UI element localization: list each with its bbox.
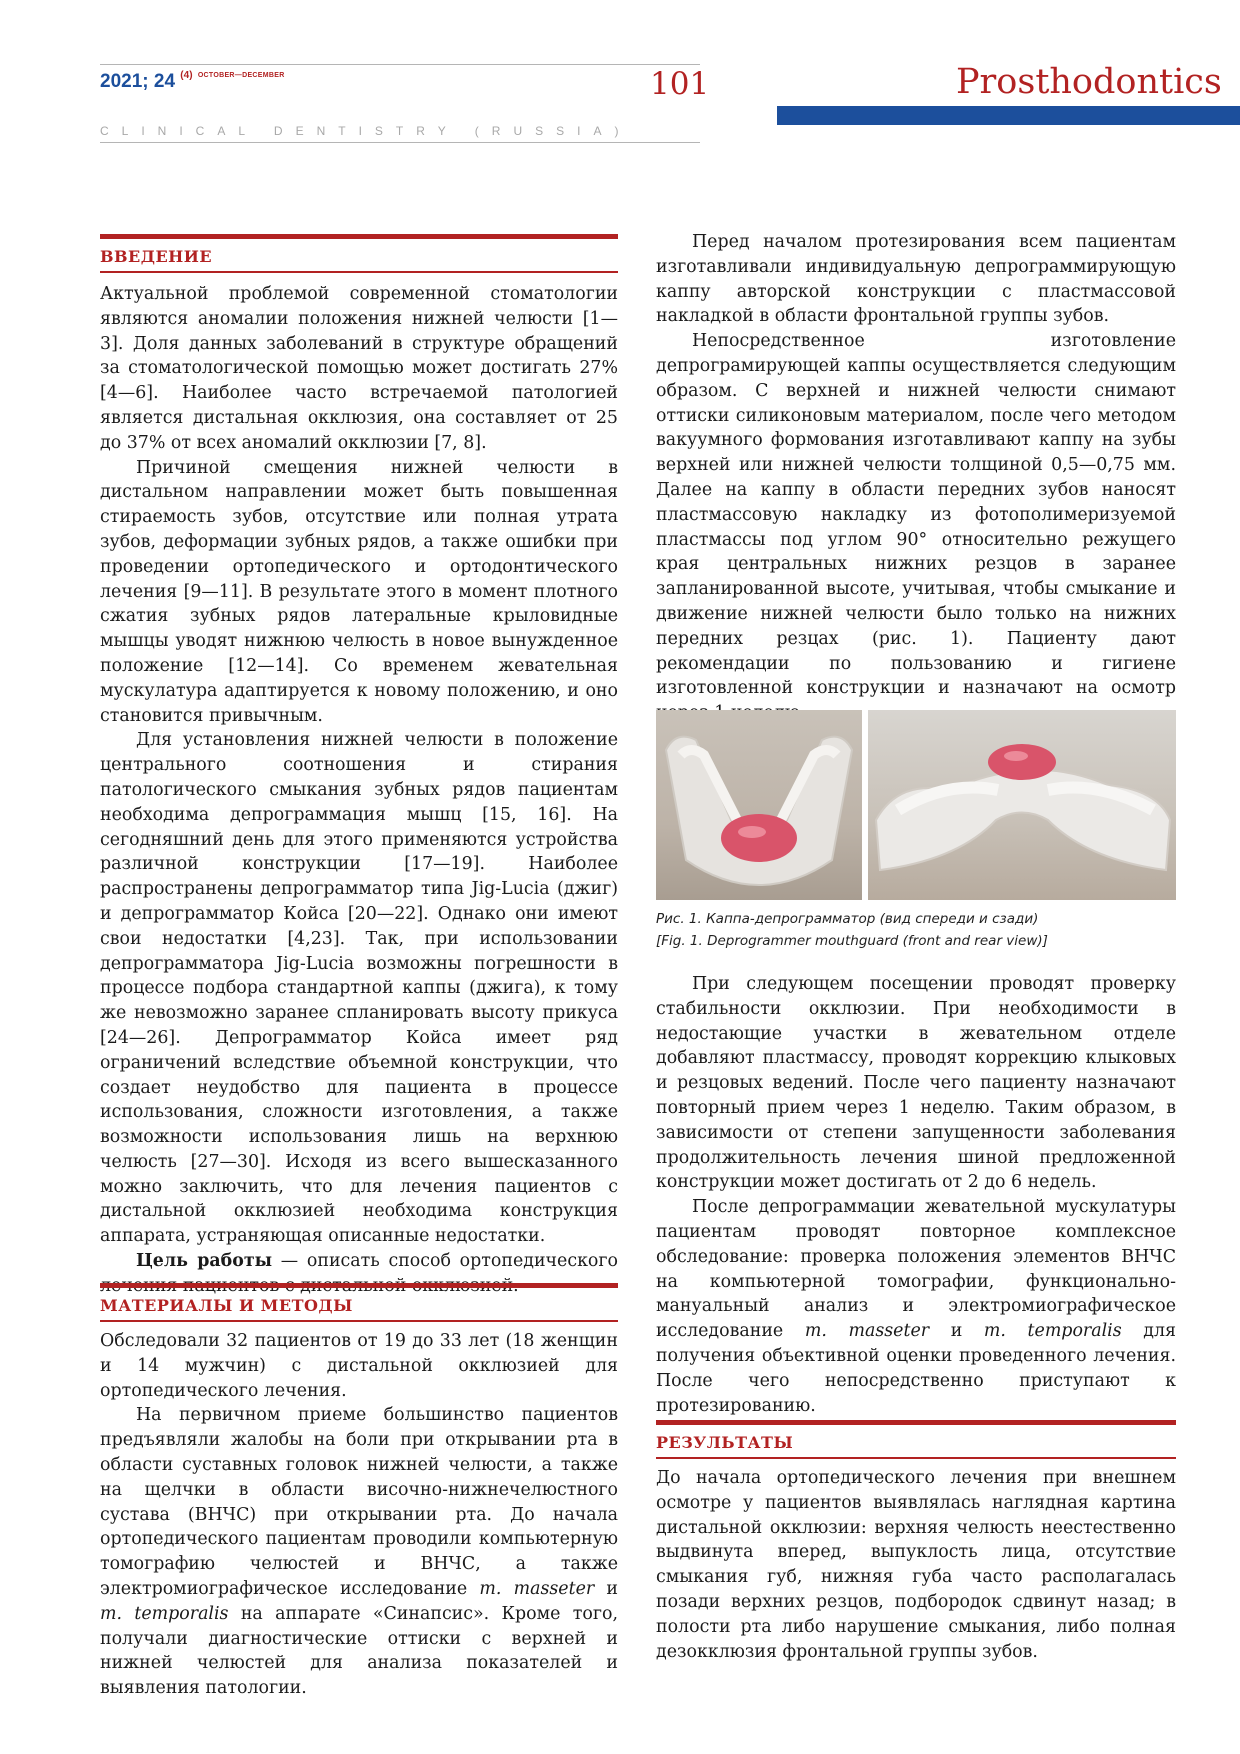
- header-top-rule: [100, 64, 700, 65]
- methods-text-b: на аппарате «Синапсис». Кроме того, получали диагностические оттиски с верхней и нижней челюстей для анализа показателей и выявления патологии.: [100, 1603, 618, 1699]
- issue-info: [100, 70, 285, 93]
- intro-paragraph-2: Причиной смещения нижней челюсти в дистальном направлении может быть повышенная стираемость зубов, отсутствие или полная утрата зубов, деформации зубных рядов, а также ошибки при проведении ортопедического и ортодонтического лечения [9—11]. В результате этого в момент плотного сжатия зубных рядов латеральные крыловидные мышцы уводят нижнюю челюсть в новое вынужденное положение [12—14]. Со временем жевательная мускулатура адаптируется к новому положению, и оно становится привычным.: [100, 457, 618, 726]
- heading-underline: [100, 1320, 618, 1322]
- heading-intro: [100, 234, 618, 274]
- heading-text: ВВЕДЕНИЕ: [100, 247, 213, 266]
- right-text-b: для получения объективной оценки проведенного лечения. После чего непосредственно приступают к протезированию.: [656, 1321, 1176, 1416]
- issue-sup: (4): [180, 70, 193, 81]
- heading-text: РЕЗУЛЬТАТЫ: [656, 1433, 794, 1452]
- page-number: 101: [650, 66, 710, 102]
- muscle-masseter: m. masseter: [804, 1321, 930, 1342]
- figure-1: [656, 710, 1176, 900]
- journal-name: CLINICAL DENTISTRY (RUSSIA): [100, 124, 632, 138]
- methods-paragraph-2: [100, 1403, 618, 1701]
- goal-label: Цель работы: [136, 1251, 273, 1272]
- conjunction: и: [594, 1578, 619, 1599]
- conjunction: и: [929, 1321, 984, 1342]
- right-paragraph-1: Перед началом протезирования всем пациентам изготавливали индивидуальную депрограммирующую каппу авторской конструкции с пластмассовой накладкой в области фронтальной группы зубов.: [656, 232, 1176, 327]
- figure-caption: [656, 908, 1176, 952]
- heading-bar: [100, 1283, 618, 1288]
- intro-paragraph-3: Для установления нижней челюсти в положение центрального соотношения и стирания патологического смыкания зубных рядов пациентам необходима депрограммация мышц [15, 16]. На сегодняшний день для этого применяются устройства различной конструкции [17—19]. Наиболее распространены депрограмматор типа Jig-Lucia (джиг) и депрограмматор Койса [20—22]. Однако они имеют свои недостатки [4,23]. Так, при использовании депрограмматора Jig-Lucia возможны погрешности в процессе подбора стандартной каппы (джига), к тому же невозможно заранее спланировать высоту прикуса [24—26]. Депрограмматор Койса имеет ряд ограничений вследствие объемной конструкции, что создает неудобство для пациента в процессе использования, сложности изготовления, а также возможности использования лишь на верхнюю челюсть [27—30]. Исходя из всего вышесказанного можно заключить, что для лечения пациентов с дистальной окклюзией необходима конструкция аппарата, устраняющая описанные недостатки.: [100, 730, 618, 1247]
- right-paragraph-3: При следующем посещении проводят проверку стабильности окклюзии. При необходимости в недостающие участки в жевательном отделе добавляют пластмассу, проводят коррекцию клыковых и резцовых ведений. После чего пациенту назначают повторный прием через 1 неделю. Таким образом, в зависимости от степени запущенности заболевания продолжительность лечения шиной предложенной конструкции может достигать от 2 до 6 недель.: [656, 974, 1176, 1193]
- methods-text-a: На первичном приеме большинство пациентов предъявляли жалобы на боли при открывании рта в области суставных головок нижней челюсти, а также на щелчки в области височно-нижнечелюстного сустава (ВНЧС) при открывании рта. До начала ортопедического пациентам проводили компьютерную томографию челюстей и ВНЧС, а также электромиографическое исследование: [100, 1405, 618, 1599]
- methods-paragraph-1: Обследовали 32 пациентов от 19 до 33 лет (18 женщин и 14 мужчин) с дистальной окклюзией для ортопедического лечения.: [100, 1331, 618, 1401]
- photo-front-view: [656, 710, 862, 900]
- right-text-a: После депрограммации жевательной мускулатуры пациентам проводят повторное комплексное обследование: проверка положения элементов ВНЧС на компьютерной томографии, функционально-мануальный анализ и электромиографическое исследование: [656, 1197, 1176, 1342]
- left-column-intro: [100, 282, 618, 1299]
- right-column-results: [656, 1466, 1176, 1664]
- header-bottom-rule: [100, 142, 700, 143]
- section-title: Prosthodontics: [956, 62, 1222, 102]
- muscle-temporalis: m. temporalis: [983, 1321, 1122, 1342]
- goal-text: — описать способ ортопедического: [280, 1251, 618, 1272]
- issue-months: OCTOBER—DECEMBER: [197, 72, 285, 79]
- heading-underline: [100, 271, 618, 273]
- heading-underline: [656, 1457, 1176, 1459]
- right-paragraph-2: Непосредственное изготовление депрограмирующей каппы осуществляется следующим образом. С верхней и нижней челюсти снимают оттиски силиконовым материалом, после чего методом вакуумного формования изготавливают каппу на зубы верхней или нижней челюсти толщиной 0,5—0,75 мм. Далее на каппу в области передних зубов наносят пластмассовую накладку из фотополимеризуемой пластмассы под углом 90° относительно режущего края центральных нижних резцов в заранее запланированной высоте, учитывая, чтобы смыкание и движение нижней челюсти было только на нижних передних резцах (рис. 1). Пациенту дают рекомендации по пользованию и гигиене изготовленной конструкции и назначают на осмотр: [656, 331, 1176, 699]
- heading-bar: [100, 234, 618, 239]
- section-bar: [777, 106, 1240, 125]
- right-column-middle: [656, 972, 1176, 1418]
- heading-text: МАТЕРИАЛЫ И МЕТОДЫ: [100, 1296, 353, 1315]
- results-paragraph-1: До начала ортопедического лечения при внешнем осмотре у пациентов выявлялась наглядная картина дистальной окклюзии: верхняя челюсть неестественно выдвинута вперед, выпуклость лица, отсутствие смыкания губ, нижняя губа часто располагалась позади верхних резцов, подбородок сдвинут назад; в полости рта либо нарушение смыкания, либо полная дезокклюзия фронтальной группы зубов.: [656, 1468, 1176, 1662]
- left-column-methods: [100, 1329, 618, 1701]
- heading-results: [656, 1420, 1176, 1460]
- caption-ru: Рис. 1. Каппа-депрограмматор (вид спереди и сзади): [656, 911, 1039, 927]
- issue-number: 2021; 24: [100, 71, 176, 92]
- right-column-top: [656, 230, 1176, 726]
- muscle-masseter: m. masseter: [479, 1578, 595, 1599]
- heading-methods: [100, 1283, 618, 1323]
- muscle-temporalis: m. temporalis: [100, 1603, 229, 1624]
- caption-en: [Fig. 1. Deprogrammer mouthguard (front and rear view)]: [656, 933, 1048, 949]
- right-paragraph-4: [656, 1195, 1176, 1418]
- heading-bar: [656, 1420, 1176, 1425]
- photo-rear-view: [868, 710, 1176, 900]
- intro-paragraph-1: Актуальной проблемой современной стоматологии являются аномалии положения нижней челюсти [1—3]. Доля данных заболеваний в структуре обращений за стоматологической помощью может достигать 27% [4—6]. Наиболее часто встречаемой патологией является дистальная окклюзия, она составляет от 25 до 37% от всех аномалий окклюзии [7, 8].: [100, 284, 618, 453]
